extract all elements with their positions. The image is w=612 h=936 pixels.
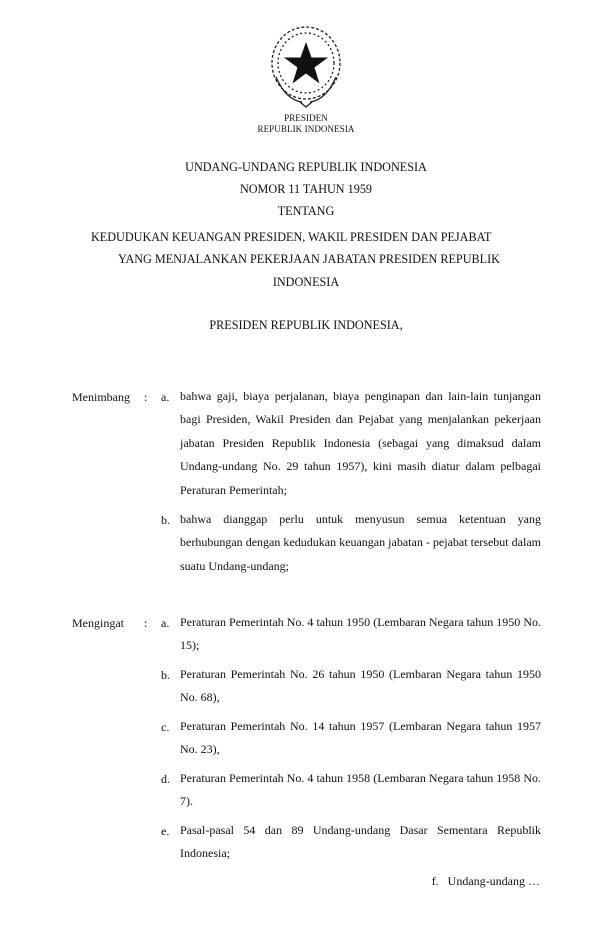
title-line-4: KEDUDUKAN KEUANGAN PRESIDEN, WAKIL PRESIDEN DAN PEJABAT (91, 230, 492, 244)
item-text: Peraturan Pemerintah No. 4 tahun 1950 (Lembaran Negara tahun 1950 No. 15); (180, 615, 541, 653)
item-letter: c. (161, 720, 170, 734)
continuation-marker: f. Undang-undang … (431, 874, 540, 888)
title-line-5: YANG MENJALANKAN PEKERJAAN JABATAN PRESIDEN REPUBLIK (118, 252, 500, 266)
item-letter: d. (161, 772, 170, 786)
title-line-6: INDONESIA (272, 275, 340, 289)
item-letter: a. (161, 390, 170, 404)
item-text: Peraturan Pemerintah No. 4 tahun 1958 (Lembaran Negara tahun 1958 No. 7). (180, 771, 541, 809)
section-colon: : (144, 390, 148, 404)
section-label: Menimbang (72, 390, 130, 404)
title-line-2: NOMOR 11 TAHUN 1959 (239, 182, 373, 196)
preamble: PRESIDEN REPUBLIK INDONESIA, (209, 318, 403, 332)
item-letter: e. (161, 824, 170, 838)
item-text: Peraturan Pemerintah No. 14 tahun 1957 (Lembaran Negara tahun 1957 No. 23), (180, 719, 541, 757)
section-label: Mengingat (72, 616, 124, 630)
title-line-1: UNDANG-UNDANG REPUBLIK INDONESIA (185, 160, 427, 174)
item-text: bahwa gaji, biaya perjalanan, biaya penginapan dan lain-lain tunjangan bagi Presiden, Wakil Presiden dan Pejabat yang menjalankan pekerjaan jabatan Presiden Republik Indonesia (sebagai yang dimaksud dalam Undang-undang No. 29 tahun 1957), kini masih diatur dalam pelbagai Peraturan Pemerintah; (180, 389, 541, 497)
item-letter: b. (161, 513, 170, 527)
header-presiden: PRESIDEN (284, 113, 328, 123)
item-text: Peraturan Pemerintah No. 26 tahun 1950 (Lembaran Negara tahun 1950 No. 68), (180, 667, 541, 705)
item-letter: a. (161, 616, 170, 630)
header-republik-indonesia: REPUBLIK INDONESIA (257, 124, 355, 134)
item-text: Pasal-pasal 54 dan 89 Undang-undang Dasar Sementara Republik Indonesia; (180, 823, 541, 861)
garuda-star-emblem-icon (266, 22, 346, 110)
item-letter: b. (161, 668, 170, 682)
title-line-3: TENTANG (277, 204, 335, 218)
section-colon: : (144, 616, 148, 630)
item-text: bahwa dianggap perlu untuk menyusun semua ketentuan yang berhubungan dengan kedudukan keuangan jabatan - pejabat tersebut dalam suatu Undang-undang; (180, 512, 541, 573)
